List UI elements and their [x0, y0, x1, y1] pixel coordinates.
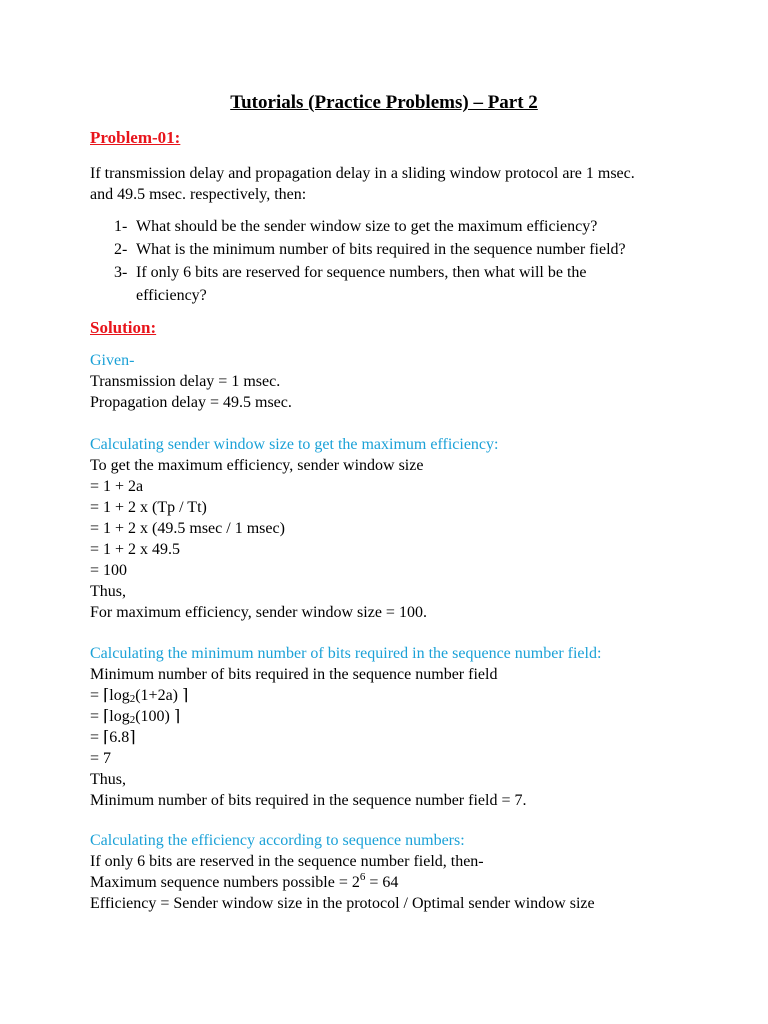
solution-heading: Solution:: [90, 318, 157, 337]
section2-conclusion: Minimum number of bits required in the sequence number field = 7.: [90, 792, 527, 809]
section3-heading: Calculating the efficiency according to sequence numbers:: [90, 832, 465, 849]
log-prefix: = ⌈log: [90, 708, 130, 725]
section1-line: = 1 + 2 x 49.5: [90, 541, 181, 558]
log-prefix: = ⌈log: [90, 687, 130, 704]
section1-line: = 1 + 2a: [90, 478, 144, 495]
section3-line-1: If only 6 bits are reserved in the sequence number field, then-: [90, 853, 484, 870]
log-base: 2: [129, 693, 136, 705]
section1-line: = 1 + 2 x (49.5 msec / 1 msec): [90, 520, 285, 537]
page-title: Tutorials (Practice Problems) – Part 2: [230, 92, 538, 113]
section2-line-1: Minimum number of bits required in the sequence number field: [90, 666, 498, 683]
given-heading: Given-: [90, 352, 135, 369]
problem-text-line-2: and 49.5 msec. respectively, then:: [90, 186, 307, 203]
section1-line: = 1 + 2 x (Tp / Tt): [90, 499, 207, 516]
question-3: [114, 262, 587, 284]
section2-thus: Thus,: [90, 771, 126, 788]
section3-efficiency-line: Efficiency = Sender window size in the protocol / Optimal sender window size: [90, 895, 595, 912]
section1-line: Thus,: [90, 583, 126, 600]
given-line-2: Propagation delay = 49.5 msec.: [90, 394, 292, 411]
section2-ceil-line: = ⌈6.8⌉: [90, 729, 136, 746]
question-text: If only 6 bits are reserved for sequence numbers, then what will be the: [136, 264, 587, 281]
problem-text-line-1: If transmission delay and propagation delay in a sliding window protocol are 1 msec.: [90, 165, 635, 182]
section2-result-line: = 7: [90, 750, 112, 767]
max-seq-prefix: Maximum sequence numbers possible = 2: [90, 874, 360, 891]
problem-heading: Problem-01:: [90, 128, 181, 147]
question-1: [114, 216, 597, 238]
question-number: 3-: [114, 264, 128, 281]
log-argument: (100) ⌉: [135, 708, 181, 725]
max-seq-exponent: 6: [359, 871, 366, 883]
question-text: What should be the sender window size to get the maximum efficiency?: [136, 218, 598, 235]
section1-conclusion: For maximum efficiency, sender window size = 100.: [90, 604, 427, 621]
section1-line: To get the maximum efficiency, sender window size: [90, 457, 424, 474]
max-seq-result: = 64: [365, 874, 399, 891]
log-argument: (1+2a) ⌉: [135, 687, 189, 704]
section2-log-line-1: [90, 685, 188, 706]
section3-max-seq-line: [90, 872, 398, 893]
question-number: 1-: [114, 218, 128, 235]
section1-heading: Calculating sender window size to get the maximum efficiency:: [90, 436, 499, 453]
section2-heading: Calculating the minimum number of bits required in the sequence number field:: [90, 645, 602, 662]
section1-line: = 100: [90, 562, 128, 579]
question-text: What is the minimum number of bits required in the sequence number field?: [136, 241, 626, 258]
log-base: 2: [129, 714, 136, 726]
section2-log-line-2: [90, 706, 180, 727]
question-2: [114, 239, 626, 261]
question-number: 2-: [114, 241, 128, 258]
question-3-continuation: efficiency?: [136, 287, 207, 304]
given-line-1: Transmission delay = 1 msec.: [90, 373, 281, 390]
